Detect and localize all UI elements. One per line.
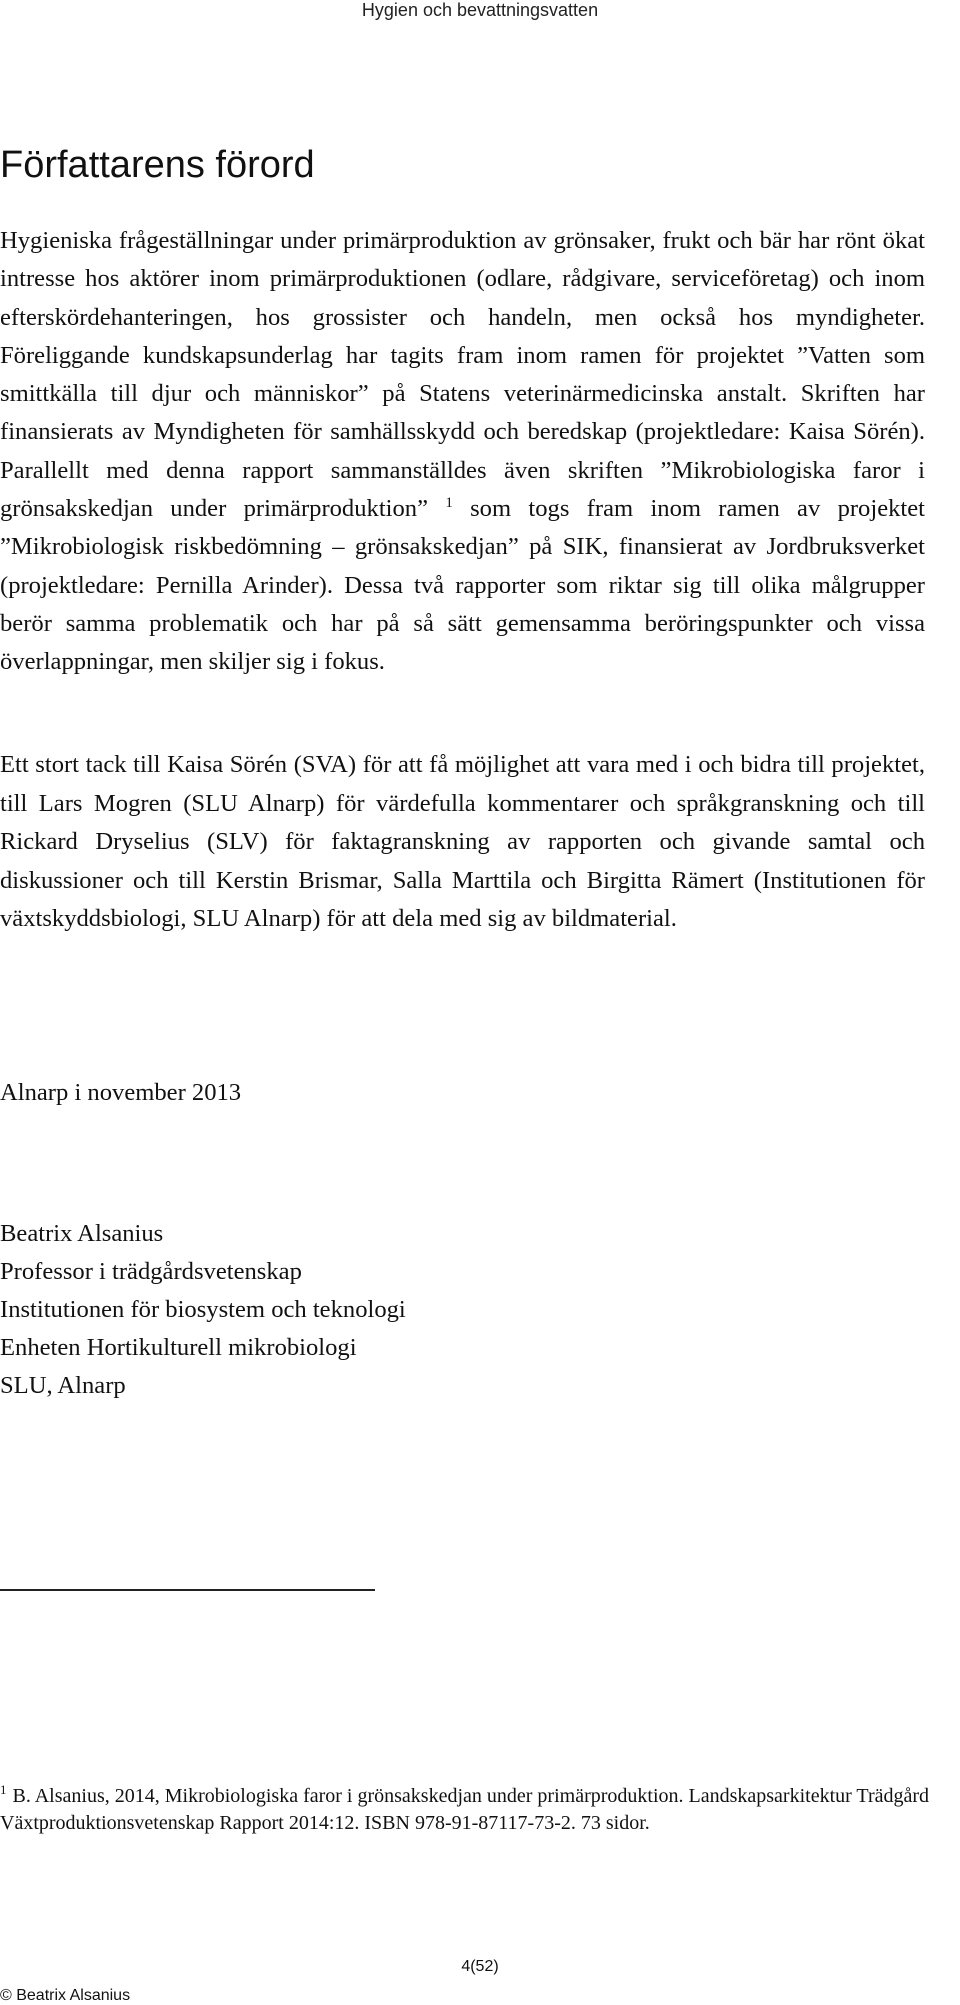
author-location: SLU, Alnarp (0, 1372, 126, 1399)
author-unit: Enheten Hortikulturell mikrobiologi (0, 1334, 357, 1361)
running-header: Hygien och bevattningsvatten (361, 0, 599, 20)
paragraph-1-text-a: Hygieniska frågeställningar under primärproduktion av grönsaker, frukt och bär har rönt ökat intresse hos aktörer inom primärproduktionen (odlare, rådgivare, serviceföretag) och inom efterskördehanteringen, hos grossister och handeln, men också hos myndigheter. Föreliggande kundskapsunderlag har tagits fram inom ramen för projektet ”Vatten som smittkälla till djur och människor” på Statens veterinärmedicinska anstalt. Skriften har finansierats av Myndigheten för samhällsskydd och beredskap (projektledare: Kaisa Sörén). Parallellt med denna rapport sammanställdes även skriften ”Mikrobiologiska faror i grönsakskedjan under primärproduktion” (0, 227, 925, 523)
page-title: Författarens förord (0, 144, 315, 186)
place-date: Alnarp i november 2013 (0, 1079, 242, 1106)
footnote-mark: 1 (0, 1782, 7, 1798)
signature-block (0, 1215, 406, 1405)
footnote-divider (0, 1589, 375, 1591)
footnote-text: B. Alsanius, 2014, Mikrobiologiska faror i grönsakskedjan under primärproduktion. Landskapsarkitektur Trädgård Växtproduktionsvetenskap Rapport 2014:12. ISBN 978-91-87117-73-2. 73 sidor. (0, 1785, 930, 1834)
copyright-notice: © Beatrix Alsanius (0, 1987, 131, 2004)
page-number: 4(52) (461, 1958, 499, 1975)
footnote (0, 1783, 945, 1837)
author-name: Beatrix Alsanius (0, 1220, 164, 1247)
preface-paragraph-2: Ett stort tack till Kaisa Sörén (SVA) för att få möjlighet att vara med i och bidra till projektet, till Lars Mogren (SLU Alnarp) för värdefulla kommentarer och språkgranskning och till Rickard Dryselius (SLV) för faktagranskning av rapporten och givande samtal och diskussioner och till Kerstin Brismar, Salla Marttila och Birgitta Rämert (Institutionen för växtskyddsbiologi, SLU Alnarp) för att dela med sig av bildmaterial. (0, 751, 925, 933)
author-department: Institutionen för biosystem och teknologi (0, 1296, 406, 1323)
paragraph-1-text-b: som togs fram inom ramen av projektet ”Mikrobiologisk riskbedömning – grönsakskedjan” på SIK, finansierat av Jordbruksverket (projektledare: Pernilla Arinder). Dessa två rapporter som riktar sig till olika målgrupper berör samma problematik och har på så sätt gemensamma beröringspunkter och vissa överlappningar, men skiljer sig i fokus. (0, 495, 925, 676)
preface-paragraph-1 (0, 222, 925, 682)
author-title: Professor i trädgårdsvetenskap (0, 1258, 302, 1285)
footnote-reference[interactable]: 1 (445, 494, 453, 511)
